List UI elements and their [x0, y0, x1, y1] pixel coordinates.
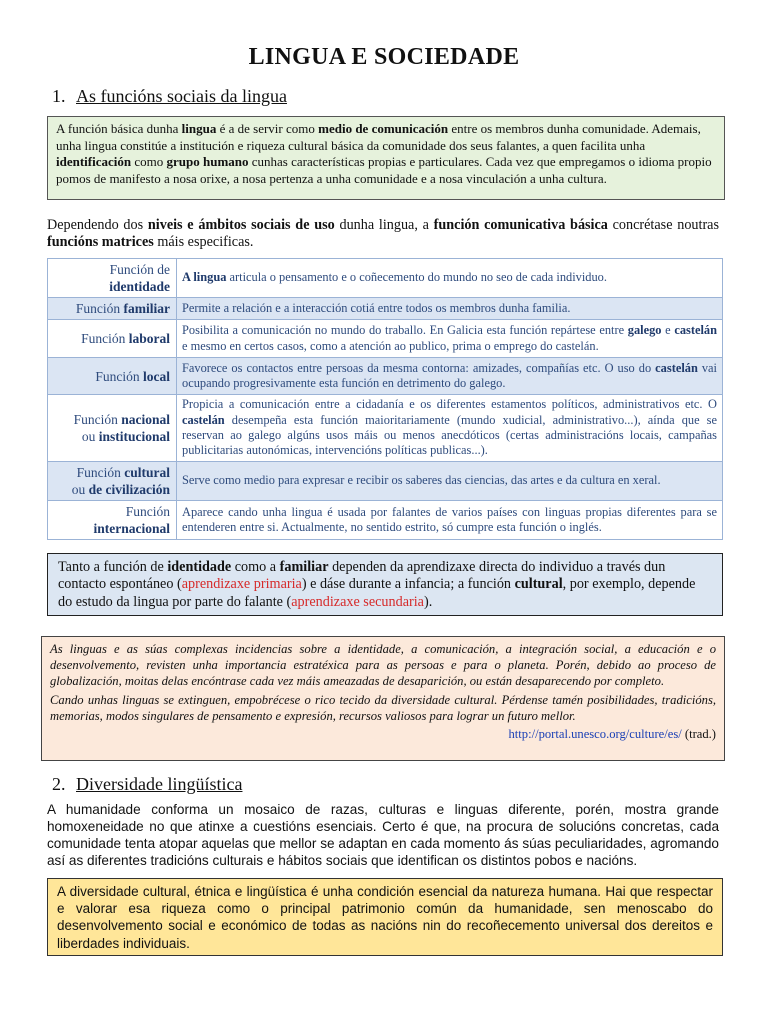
quote-paragraph: Cando unhas linguas se extinguen, empobrécese o rico tecido da diversidade cultural. Pérdense tamén posibilidades, tradicións, memorias, modos singulares de pensamento e expresión, recursos valiosos para lograr un futuro mellor.	[50, 692, 716, 723]
learning-note-box: Tanto a función de identidade como a familiar dependen da aprendizaxe directa do individuo a través dun contacto espontáneo (aprendizaxe primaria) e dáse durante a infancia; a función cultural, por exemplo, depende do estudo da lingua por parte do falante (aprendizaxe secundaria).	[47, 553, 723, 616]
section-number: 2.	[52, 774, 66, 794]
intro-paragraph: Dependendo dos niveis e ámbitos sociais de uso dunha lingua, a función comunicativa básica concrétase noutras funcións matrices máis especificas.	[47, 217, 719, 250]
quote-box	[41, 636, 725, 761]
diversity-paragraph: A humanidade conforma un mosaico de razas, culturas e linguas diferente, porén, mostra grande homoxeneidade no que atinxe a cuestións esenciais. Certo é que, na procura de solucións concretas, cada comunidade tenta atopar aquelas que mellor se adaptan en cada momento ás súas peculiaridades, agromando así as diferentes tradicións culturais e hábitos sociais que identifican os distintos pobos e nacións.	[47, 802, 719, 868]
table-row	[48, 501, 723, 540]
function-label: Función de identidade	[48, 259, 177, 298]
function-label: Función familiar	[48, 298, 177, 320]
function-label: Función internacional	[48, 501, 177, 540]
function-description: Permite a relación e a interacción cotiá entre todos os membros dunha familia.	[177, 298, 723, 320]
function-label: Función nacional ou institucional	[48, 395, 177, 462]
table-row	[48, 298, 723, 320]
diversity-statement-box: A diversidade cultural, étnica e lingüística é unha condición esencial da natureza humana. Hai que respectar e valorar esa riqueza como o principal patrimonio común da humanidade, sen menoscabo do desenvolvemento social e económico de todas as nacións nin do recoñecemento universal dos dereitos e liberdades individuais.	[47, 878, 723, 956]
section-heading-1	[52, 86, 287, 107]
section-title: Diversidade lingüística	[76, 774, 243, 794]
highlight-red: aprendizaxe primaria	[181, 576, 302, 593]
table-row	[48, 462, 723, 501]
function-label: Función cultural ou de civilización	[48, 462, 177, 501]
highlight-red: aprendizaxe secundaria	[291, 593, 424, 610]
quote-paragraph: As linguas e as súas complexas incidencias sobre a identidade, a comunicación, a integración social, a educación e o desenvolvemento, revisten unha importancia estratéxica para as persoas e para o planeta. Porén, debido ao proceso de globalización, moitas delas encóntrase cada vez máis ameazadas de desaparición, ou están desaparecendo por completo.	[50, 642, 716, 689]
section-heading-2	[52, 774, 242, 795]
bold-term: grupo humano	[166, 154, 249, 169]
bold-term: medio de comunicación	[318, 121, 449, 136]
section-title: As funcións sociais da lingua	[76, 86, 287, 106]
function-description: Posibilita a comunicación no mundo do traballo. En Galicia esta función repártese entre galego e castelán e mesmo en certos casos, como a atención ao publico, prima o emprego do castelán.	[177, 320, 723, 358]
function-description: A lingua articula o pensamento e o coñecemento do mundo no seo de cada individuo.	[177, 259, 723, 298]
bold-term: lingua	[181, 121, 217, 136]
function-label: Función laboral	[48, 320, 177, 358]
function-label: Función local	[48, 358, 177, 395]
table-row	[48, 320, 723, 358]
table-row	[48, 395, 723, 462]
functions-table	[47, 258, 723, 540]
source-link[interactable]: http://portal.unesco.org/culture/es/	[508, 727, 682, 742]
table-row	[48, 358, 723, 395]
definition-box: A función básica dunha lingua é a de servir como medio de comunicación entre os membros dunha comunidade. Ademais, unha lingua constitúe a institución e riqueza cultural básica da comunidade dos seus falantes, a quen facilita unha identificación como grupo humano cunhas características propias e particulares. Cada vez que empregamos o idioma propio pomos de manifesto a nosa orixe, a nosa pertenza a unha comunidade e a nosa vinculación a unha cultura.	[47, 116, 725, 200]
function-description: Serve como medio para expresar e recibir os saberes das ciencias, das artes e da cultura en xeral.	[177, 462, 723, 501]
function-description: Aparece cando unha lingua é usada por falantes de varios países con linguas propias diferentes para se entenderen entre si. Actualmente, no sentido estrito, só cumpre esta función o inglés.	[177, 501, 723, 540]
table-row	[48, 259, 723, 298]
quote-source: http://portal.unesco.org/culture/es/ (trad.)	[508, 727, 716, 742]
section-number: 1.	[52, 86, 66, 106]
function-description: Propicia a comunicación entre a cidadanía e os diferentes estamentos políticos, administrativos etc. O castelán desempeña esta función maioritariamente (mundo xudicial, administrativo...), aínda que se reservan ao galego algúns usos máis ou menos anecdóticos (certas administracións locais, campañas publicitarias autonómicas, intervencións políticas publicas...).	[177, 395, 723, 462]
page-title: LINGUA E SOCIEDADE	[248, 44, 520, 70]
bold-term: identificación	[56, 154, 132, 169]
function-description: Favorece os contactos entre persoas da mesma contorna: amizades, compañías etc. O uso do castelán vai ocupando progresivamente esta función en detrimento do galego.	[177, 358, 723, 395]
